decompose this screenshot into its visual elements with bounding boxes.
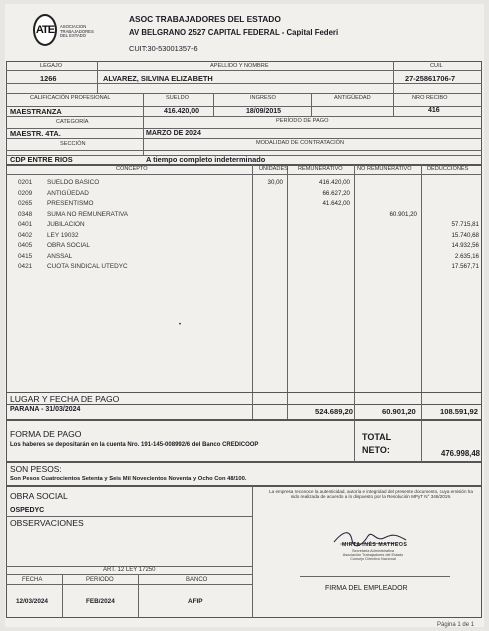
- forma-value: Los haberes se depositarán en la cuenta Nro. 191-145-008992/6 del Banco CREDICOOP: [10, 442, 259, 448]
- lugar-value: PARANA - 31/03/2024: [10, 406, 81, 413]
- concept-code: 0209: [18, 189, 33, 197]
- concept-description: LEY 19032: [47, 231, 79, 239]
- categoria-value: MAESTR. 4TA.: [10, 129, 61, 138]
- cuil-value: 27-25861706-7: [405, 74, 456, 83]
- ingreso-value: 18/09/2015: [246, 108, 282, 115]
- neto-value: 476.998,48: [441, 449, 481, 458]
- ate-logo: ATE: [33, 14, 57, 46]
- calificacion-label: CALIFICACIÓN PROFESIONAL: [30, 95, 111, 101]
- col-concepto: CONCEPTO: [116, 166, 148, 172]
- concept-code: 0405: [18, 242, 33, 249]
- concept-description: SUMA NO REMUNERATIVA: [47, 210, 129, 218]
- categoria-label: CATEGORÍA: [56, 119, 89, 125]
- cuil-label: CUIL: [430, 63, 443, 69]
- concept-units: 30,00: [267, 179, 283, 186]
- concept-remunerativo: 41.642,00: [322, 200, 350, 207]
- payment-block: [6, 420, 482, 462]
- sueldo-value: 416.420,00: [164, 108, 200, 115]
- periodo-label: PERIODO: [86, 577, 114, 583]
- obra-label: OBRA SOCIAL: [10, 491, 68, 501]
- periodo-pago-value: MARZO DE 2024: [146, 130, 201, 137]
- banco-value: AFIP: [188, 598, 203, 605]
- concept-code: 0415: [18, 252, 33, 260]
- concept-no-remunerativo: 60.901,20: [389, 210, 417, 218]
- col-no-remunerativo: NO REMUNERATIVO: [357, 166, 412, 172]
- col-remunerativo: REMUNERATIVO: [298, 166, 343, 172]
- concept-code: 0402: [18, 231, 33, 239]
- son-label: SON PESOS:: [10, 464, 62, 474]
- seccion-value: CDP ENTRE RIOS: [10, 155, 73, 164]
- concept-deduccion: 17.567,71: [451, 263, 479, 270]
- neto-label-2: NETO:: [362, 445, 390, 455]
- forma-label: FORMA DE PAGO: [10, 429, 82, 439]
- seccion-label: SECCIÓN: [60, 141, 86, 147]
- neto-label-1: TOTAL: [362, 432, 392, 442]
- concept-remunerativo: 66.627,20: [322, 189, 350, 197]
- concept-deduccion: 2.635,16: [454, 252, 479, 260]
- calificacion-value: MAESTRANZA: [10, 107, 62, 116]
- concept-code: 0265: [18, 200, 33, 207]
- banco-label: BANCO: [186, 577, 208, 583]
- observaciones-label: OBSERVACIONES: [10, 518, 84, 528]
- page-number: Página 1 de 1: [437, 622, 475, 628]
- antiguedad-label: ANTIGÜEDAD: [334, 95, 371, 101]
- concept-deduccion: 15.740,68: [451, 231, 479, 239]
- employee-name: ALVAREZ, SILVINA ELIZABETH: [103, 74, 213, 83]
- total-deducciones: 108.591,92: [440, 407, 479, 416]
- org-cuit: CUIT:30-53001357-6: [129, 44, 198, 53]
- signer-title: Secretaria Administrativa Asociación Trabajadores del Estado Consejo Directivo Nacional: [342, 549, 404, 562]
- stray-mark: •: [179, 322, 182, 328]
- concept-description: JUBILACION: [47, 221, 85, 228]
- recibo-value: 416: [428, 107, 440, 114]
- concept-code: 0401: [18, 221, 33, 228]
- concept-description: SUELDO BASICO: [47, 179, 100, 186]
- concept-description: ANTIGÜEDAD: [47, 189, 89, 197]
- concept-description: ANSSAL: [47, 252, 73, 260]
- firma-label: FIRMA DEL EMPLEADOR: [325, 585, 408, 592]
- concept-code: 0348: [18, 210, 33, 218]
- concept-remunerativo: 416.420,00: [319, 179, 350, 186]
- total-no-remunerativo: 60.901,20: [382, 407, 416, 416]
- org-address: AV BELGRANO 2527 CAPITAL FEDERAL - Capital Federi: [129, 28, 339, 37]
- concept-description: PRESENTISMO: [47, 200, 94, 207]
- recibo-label: NRO RECIBO: [412, 95, 448, 101]
- son-value: Son Pesos Cuatrocientos Setenta y Seis Mil Novecientos Noventa y Ocho Con 48/100.: [10, 476, 247, 482]
- logo-caption: ASOCIACION TRABAJADORES DEL ESTADO: [60, 24, 94, 39]
- ingreso-label: INGRESO: [250, 95, 276, 101]
- fecha-value: 12/03/2024: [16, 598, 48, 605]
- modalidad-label: MODALIDAD DE CONTRATACIÓN: [256, 140, 345, 146]
- signer-name: MIRTA INÉS MATHEOS: [342, 542, 408, 548]
- concept-description: CUOTA SINDICAL UTEDYC: [47, 263, 128, 270]
- org-name: ASOC TRABAJADORES DEL ESTADO: [129, 14, 281, 24]
- concept-code: 0421: [18, 263, 33, 270]
- art-label: ART. 12 LEY 17250: [103, 567, 156, 573]
- concept-deduccion: 14.932,56: [451, 242, 479, 249]
- obra-value: OSPEDYC: [10, 507, 45, 514]
- periodo-pago-label: PERÍODO DE PAGO: [276, 118, 329, 124]
- name-label: APELLIDO Y NOMBRE: [210, 63, 269, 69]
- sueldo-label: SUELDO: [166, 95, 190, 101]
- concept-code: 0201: [18, 179, 33, 186]
- concept-description: OBRA SOCIAL: [47, 242, 90, 249]
- modalidad-value: A tiempo completo indeterminado: [146, 155, 266, 164]
- total-remunerativo: 524.689,20: [315, 407, 354, 416]
- lugar-label: LUGAR Y FECHA DE PAGO: [10, 394, 120, 404]
- col-unidades: UNIDADES: [259, 166, 288, 172]
- legajo-label: LEGAJO: [40, 63, 63, 69]
- col-deducciones: DEDUCCIONES: [427, 166, 469, 172]
- legajo-value: 1266: [40, 74, 57, 83]
- periodo-value: FEB/2024: [86, 598, 115, 605]
- fecha-label: FECHA: [22, 577, 43, 583]
- concept-deduccion: 57.715,81: [451, 221, 479, 228]
- empresa-note: La empresa reconoce la autenticidad, autoría e integridad del presente documento, cuya emisión ha sido realizada de acuerdo a lo dispuesto por la Resolución MPyT N° 346/2019.: [269, 489, 473, 500]
